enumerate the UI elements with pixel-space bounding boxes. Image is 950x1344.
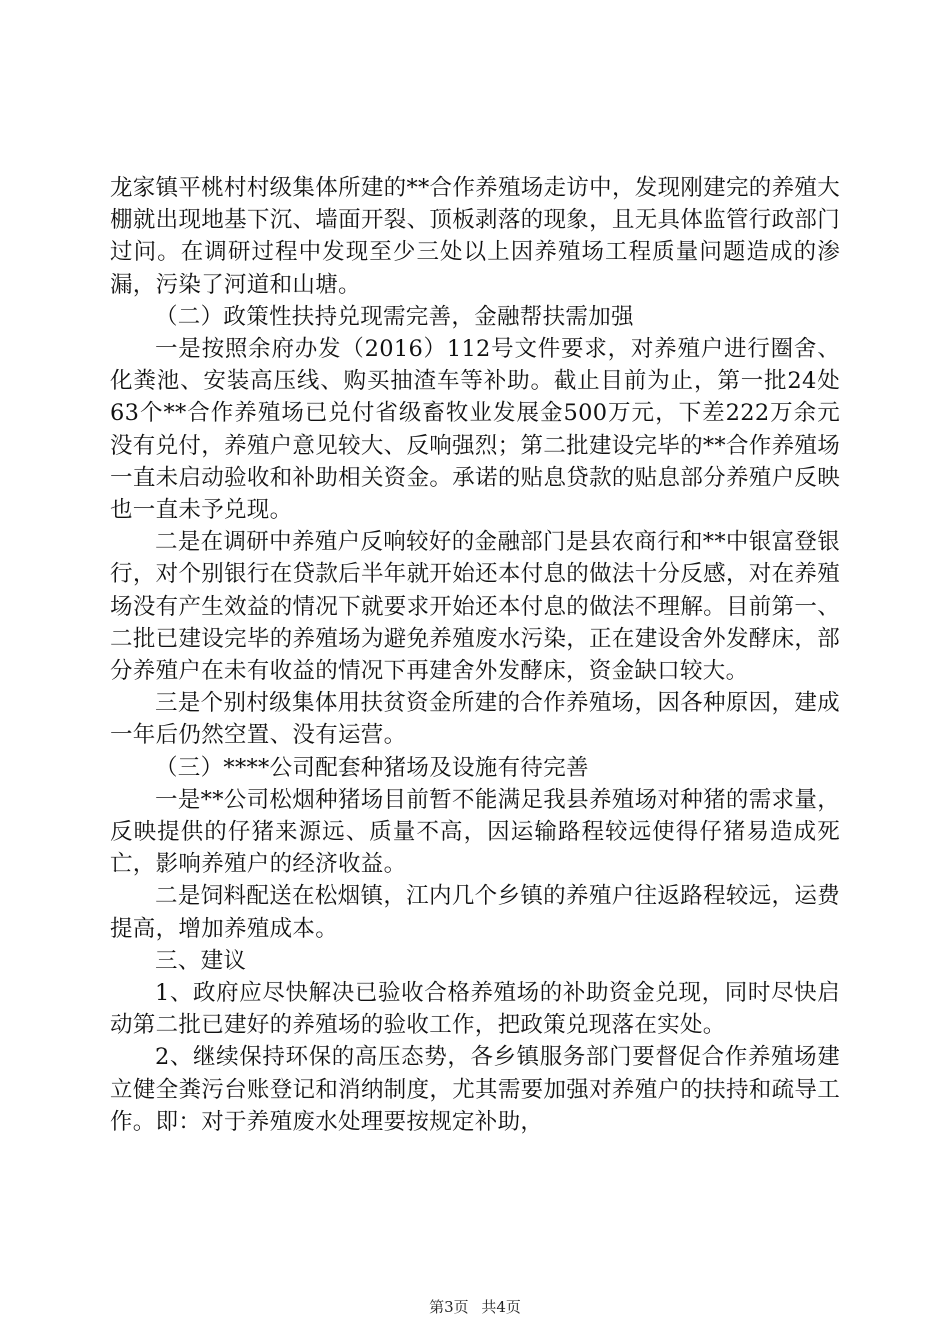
paragraph-3: 一是按照余府办发（2016）112号文件要求，对养殖户进行圈舍、化粪池、安装高压线、购买抽渣车等补助。截止目前为止，第一批24处63个**合作养殖场已兑付省级畜牧业发展金500万元，下差222万余元没有兑付，养殖户意见较大、反响强烈；第二批建设完毕的**合作养殖场一直未启动验收和补助相关资金。承诺的贴息贷款的贴息部分养殖户反映也一直未予兑现。 bbox=[110, 336, 840, 524]
paragraph-8: 二是饲料配送在松烟镇，江内几个乡镇的养殖户往返路程较远，运费提高，增加养殖成本。 bbox=[110, 883, 840, 942]
paragraph-7: 一是**公司松烟种猪场目前暂不能满足我县养殖场对种猪的需求量，反映提供的仔猪来源远、质量不高，因运输路程较远使得仔猪易造成死亡，影响养殖户的经济收益。 bbox=[110, 786, 840, 878]
page-footer bbox=[0, 1298, 950, 1316]
section-heading-3: （三）****公司配套种猪场及设施有待完善 bbox=[155, 754, 589, 781]
document-body bbox=[110, 172, 840, 1138]
paragraph-1: 龙家镇平桃村村级集体所建的**合作养殖场走访中，发现刚建完的养殖大棚就出现地基下沉、墙面开裂、顶板剥落的现象，且无具体监管行政部门过问。在调研过程中发现至少三处以上因养殖场工程质量问题造成的渗漏，污染了河道和山塘。 bbox=[110, 175, 840, 298]
page-number: 第3页 bbox=[429, 1298, 469, 1316]
page-total: 共4页 bbox=[481, 1298, 521, 1316]
paragraph-4: 二是在调研中养殖户反响较好的金融部门是县农商行和**中银富登银行，对个别银行在贷款后半年就开始还本付息的做法十分反感，对在养殖场没有产生效益的情况下就要求开始还本付息的做法不理解。目前第一、二批已建设完毕的养殖场为避免养殖废水污染，正在建设舍外发酵床，部分养殖户在未有收益的情况下再建舍外发酵床，资金缺口较大。 bbox=[110, 529, 840, 685]
suggestion-1: 1、政府应尽快解决已验收合格养殖场的补助资金兑现，同时尽快启动第二批已建好的养殖场的验收工作，把政策兑现落在实处。 bbox=[110, 980, 840, 1039]
section-heading-2: （二）政策性扶持兑现需完善，金融帮扶需加强 bbox=[155, 303, 634, 330]
section-heading-suggestions: 三、建议 bbox=[155, 947, 247, 974]
paragraph-5: 三是个别村级集体用扶贫资金所建的合作养殖场，因各种原因，建成一年后仍然空置、没有运营。 bbox=[110, 690, 840, 749]
suggestion-2: 2、继续保持环保的高压态势，各乡镇服务部门要督促合作养殖场建立健全粪污台账登记和消纳制度，尤其需要加强对养殖户的扶持和疏导工作。即：对于养殖废水处理要按规定补助， bbox=[110, 1044, 840, 1135]
